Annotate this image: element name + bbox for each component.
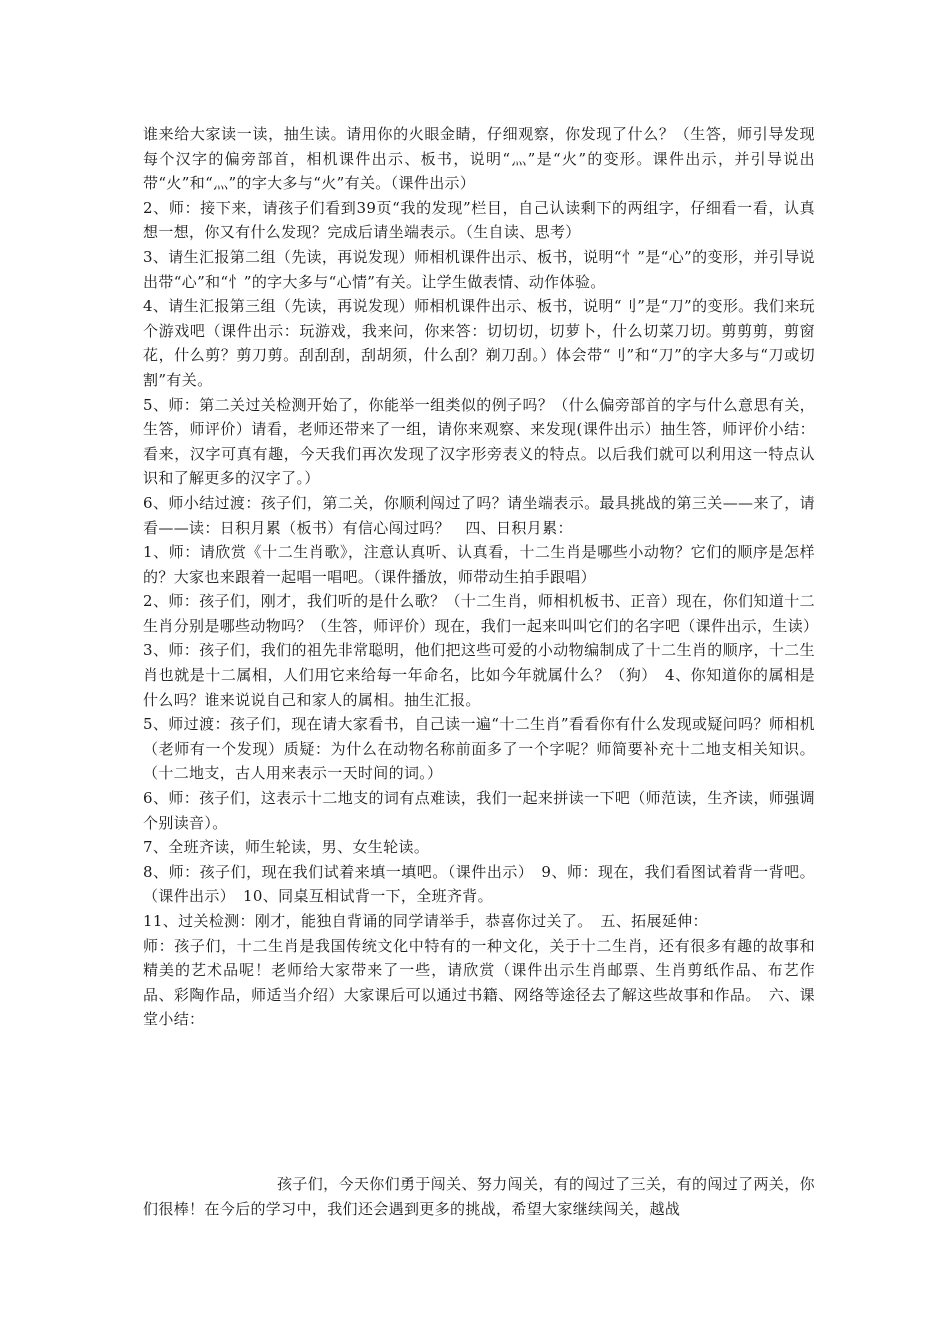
paragraph-step-6: 6、师小结过渡：孩子们，第二关，你顺利闯过了吗？请坐端表示。最具挑战的第三关——来了，请看——读：日积月累（板书）有信心闯过吗？ 四、日积月累： bbox=[143, 493, 815, 537]
paragraph-zodiac-11: 11、过关检测：刚才，能独自背诵的同学请举手，恭喜你过关了。 五、拓展延伸： bbox=[143, 912, 708, 930]
closing-summary bbox=[143, 1172, 815, 1221]
paragraph-zodiac-5: 5、师过渡：孩子们，现在请大家看书，自己读一遍“十二生肖”看看你有什么发现或疑问吗？师相机（老师有一个发现）质疑：为什么在动物名称前面多了一个字呢？师简要补充十二地支相关知识。（十二地支，古人用来表示一天时间的词。） bbox=[143, 715, 815, 783]
paragraph-extension: 师：孩子们，十二生肖是我国传统文化中特有的一种文化，关于十二生肖，还有很多有趣的故事和精美的艺术品呢！老师给大家带来了一些，请欣赏（课件出示生肖邮票、生肖剪纸作品、布艺作品、彩陶作品，师适当介绍）大家课后可以通过书籍、网络等途径去了解这些故事和作品。 六、课堂小结： bbox=[143, 936, 815, 1029]
lesson-plan-body bbox=[143, 122, 819, 1032]
paragraph-zodiac-6: 6、师：孩子们，这表示十二地支的词有点难读，我们一起来拼读一下吧（师范读，生齐读，师强调个别读音）。 bbox=[143, 789, 815, 832]
paragraph-step-5: 5、师：第二关过关检测开始了，你能举一组类似的例子吗？（什么偏旁部首的字与什么意思有关，生答，师评价）请看，老师还带来了一组，请你来观察、来发现(课件出示）抽生答，师评价小结：看来，汉字可真有趣，今天我们再次发现了汉字形旁表义的特点。以后我们就可以利用这一特点认识和了解更多的汉字了。） bbox=[143, 395, 815, 488]
paragraph-step-3: 3、请生汇报第二组（先读，再说发现）师相机课件出示、板书，说明“忄”是“心”的变形，并引导说出带“心”和“忄”的字大多与“心情”有关。让学生做表情、动作体验。 bbox=[143, 247, 815, 291]
paragraph-zodiac-8: 8、师：孩子们，现在我们试着来填一填吧。（课件出示） 9、师：现在，我们看图试着背一背吧。（课件出示） 10、同桌互相试背一下，全班齐背。 bbox=[143, 862, 815, 906]
paragraph-step-2: 2、师：接下来，请孩子们看到39页“我的发现”栏目，自己认读剩下的两组字，仔细看一看，认真想一想，你又有什么发现？完成后请坐端表示。（生自读、思考） bbox=[143, 198, 815, 242]
paragraph-zodiac-1: 1、师：请欣赏《十二生肖歌》，注意认真听、认真看，十二生肖是哪些小动物？它们的顺序是怎样的？大家也来跟着一起唱一唱吧。（课件播放，师带动生拍手跟唱） bbox=[143, 543, 815, 586]
paragraph-step-4: 4、请生汇报第三组（先读，再说发现）师相机课件出示、板书，说明“刂”是“刀”的变形。我们来玩个游戏吧（课件出示：玩游戏，我来问，你来答：切切切，切萝卜，什么切菜刀切。剪剪剪，剪窗花，什么剪？剪刀剪。刮刮刮，刮胡须，什么刮？剃刀刮。）体会带“刂”和“刀”的字大多与“刀或切割”有关。 bbox=[143, 297, 815, 389]
paragraph-intro: 谁来给大家读一读，抽生读。请用你的火眼金睛，仔细观察，你发现了什么？（生答，师引导发现每个汉字的偏旁部首，相机课件出示、板书，说明“灬”是“火”的变形。课件出示，并引导说出带“火”和“灬”的字大多与“火”有关。（课件出示） bbox=[143, 125, 815, 193]
paragraph-zodiac-7: 7、全班齐读，师生轮读，男、女生轮读。 bbox=[143, 838, 430, 857]
paragraph-zodiac-2: 2、师：孩子们，刚才，我们听的是什么歌？（十二生肖，师相机板书、正音）现在，你们知道十二生肖分别是哪些动物吗？（生答，师评价）现在，我们一起来叫叫它们的名字吧（课件出示，生读） bbox=[143, 592, 819, 635]
paragraph-closing: 孩子们，今天你们勇于闯关、努力闯关，有的闯过了三关，有的闯过了两关，你们很棒！在今后的学习中，我们还会遇到更多的挑战，希望大家继续闯关，越战 bbox=[143, 1175, 815, 1218]
paragraph-zodiac-3: 3、师：孩子们，我们的祖先非常聪明，他们把这些可爱的小动物编制成了十二生肖的顺序，十二生肖也就是十二属相，人们用它来给每一年命名，比如今年就属什么？（狗） 4、你知道你的属相是什么吗？谁来说说自己和家人的属相。抽生汇报。 bbox=[143, 641, 815, 709]
